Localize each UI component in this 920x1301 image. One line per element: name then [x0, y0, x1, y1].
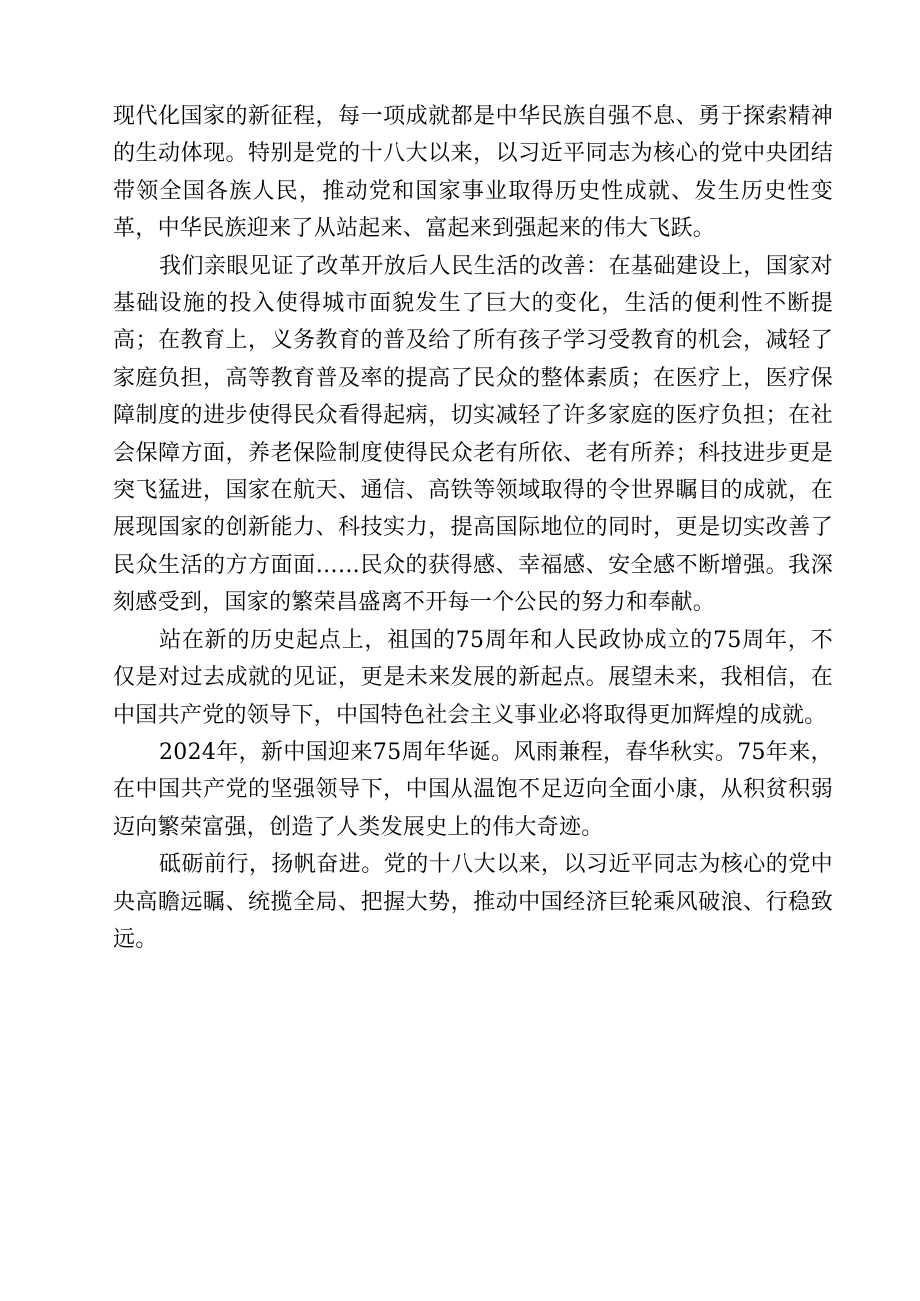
- document-page: [113, 98, 833, 958]
- paragraph-forging-ahead: 砥砺前行，扬帆奋进。党的十八大以来，以习近平同志为核心的党中央高瞻远瞩、统揽全局、把握大势，推动中国经济巨轮乘风破浪、行稳致远。: [113, 852, 833, 952]
- paragraph-75th-anniversary: 2024年，新中国迎来75周年华诞。风雨兼程，春华秋实。75年来，在中国共产党的坚强领导下，中国从温饱不足迈向全面小康，从积贫积弱迈向繁荣富强，创造了人类发展史上的伟大奇迹。: [113, 739, 833, 840]
- paragraph-continuation: 现代化国家的新征程，每一项成就都是中华民族自强不息、勇于探索精神的生动体现。特别是党的十八大以来，以习近平同志为核心的党中央团结带领全国各族人民，推动党和国家事业取得历史性成就、发生历史性变革，中华民族迎来了从站起来、富起来到强起来的伟大飞跃。: [113, 104, 833, 242]
- paragraph-new-starting-point: 站在新的历史起点上，祖国的75周年和人民政协成立的75周年，不仅是对过去成就的见证，更是未来发展的新起点。展望未来，我相信，在中国共产党的领导下，中国特色社会主义事业必将取得更加辉煌的成就。: [113, 627, 833, 728]
- paragraph-life-improvements: 我们亲眼见证了改革开放后人民生活的改善：在基础建设上，国家对基础设施的投入使得城市面貌发生了巨大的变化，生活的便利性不断提高；在教育上，义务教育的普及给了所有孩子学习受教育的机会，减轻了家庭负担，高等教育普及率的提高了民众的整体素质；在医疗上，医疗保障制度的进步使得民众看得起病，切实减轻了许多家庭的医疗负担；在社会保障方面，养老保险制度使得民众老有所依、老有所养；科技进步更是突飞猛进，国家在航天、通信、高铁等领域取得的令世界瞩目的成就，在展现国家的创新能力、科技实力，提高国际地位的同时，更是切实改善了民众生活的方方面面……民众的获得感、幸福感、安全感不断增强。我深刻感受到，国家的繁荣昌盛离不开每一个公民的努力和奉献。: [113, 253, 833, 616]
